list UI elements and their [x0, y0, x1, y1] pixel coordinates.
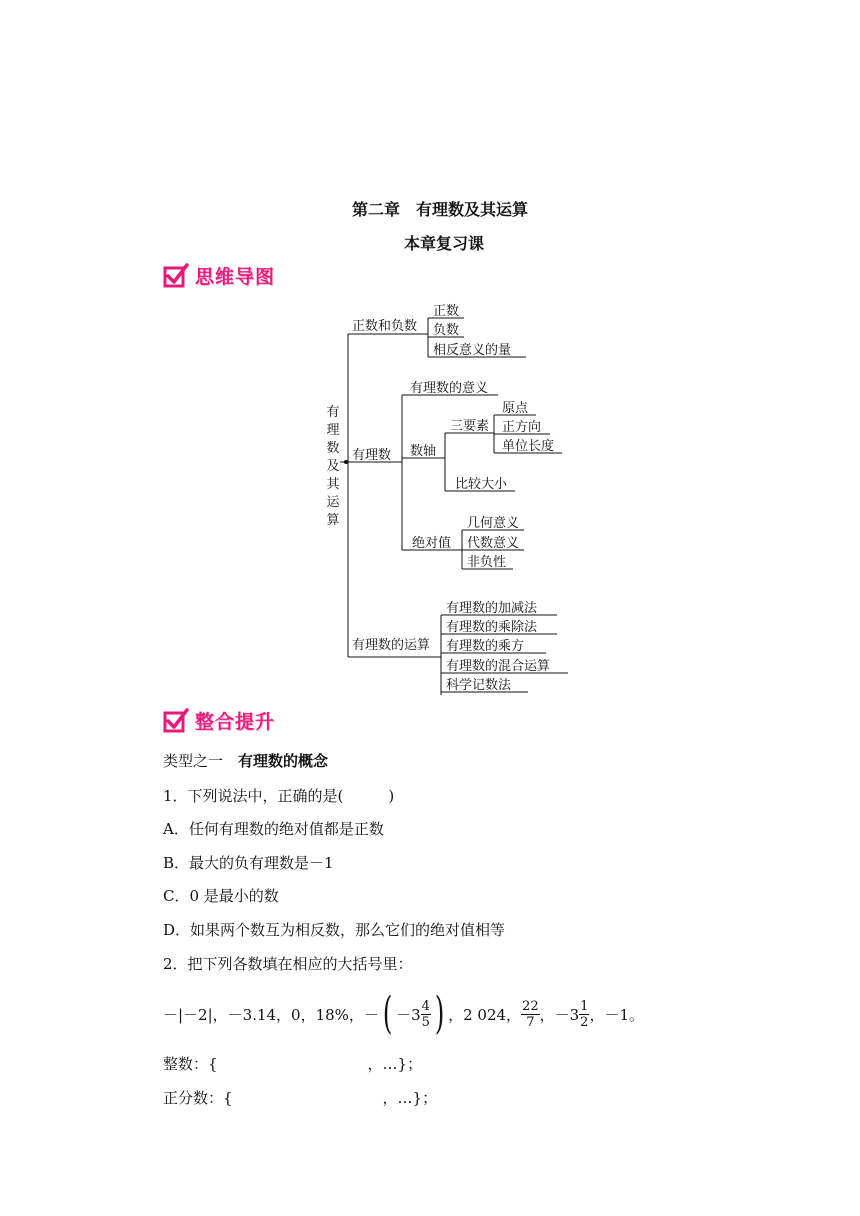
- node-add-sub: 有理数的加减法: [446, 601, 538, 616]
- node-positive: 正数: [433, 304, 460, 319]
- option-d: D．如果两个数互为相反数，那么它们的绝对值相等: [163, 921, 506, 939]
- fill-integers: 整数：{ ，…}；: [163, 1055, 423, 1073]
- number-list: －|－2|，－3.14，0，18%，－ ( －3 $\frac{4}{5}$ ) ，2 024， $\frac{22}{7}$ ，－3 $\frac{1}{2}$ ，－1。: [163, 988, 644, 1039]
- node-mixed: 有理数的混合运算: [446, 659, 551, 674]
- question-1: 1．下列说法中，正确的是( ): [163, 787, 395, 805]
- branch-operations: 有理数的运算: [352, 638, 431, 653]
- section-title: 思维导图: [195, 266, 276, 288]
- node-absolute-value: 绝对值: [412, 536, 452, 551]
- node-three-elements: 三要素: [450, 419, 490, 434]
- paren-right: ): [434, 988, 445, 1039]
- node-positive-direction: 正方向: [502, 420, 542, 435]
- node-sci-notation: 科学记数法: [446, 678, 512, 693]
- chapter-title: 第二章 有理数及其运算: [352, 200, 529, 219]
- branch-pos-neg: 正数和负数: [352, 319, 418, 334]
- paren-left: (: [382, 988, 393, 1039]
- checkbox-icon: [163, 708, 189, 734]
- section-title: 整合提升: [195, 711, 276, 733]
- question-2: 2．把下列各数填在相应的大括号里：: [163, 955, 413, 973]
- fraction: $\frac{22}{7}$: [522, 998, 539, 1030]
- node-negative: 负数: [433, 323, 460, 338]
- node-origin: 原点: [502, 401, 529, 416]
- node-geometric-meaning: 几何意义: [467, 516, 520, 531]
- mind-map-root: 有 理 数 及 其 运 算: [326, 405, 340, 528]
- node-unit-length: 单位长度: [502, 439, 555, 454]
- node-compare: 比较大小: [455, 477, 508, 492]
- node-algebraic-meaning: 代数意义: [467, 536, 520, 551]
- node-opposite-meaning: 相反意义的量: [433, 343, 512, 358]
- node-number-line: 数轴: [410, 444, 437, 459]
- type-heading: 类型之一 有理数的概念: [163, 752, 329, 770]
- node-mul-div: 有理数的乘除法: [446, 620, 538, 635]
- branch-rational: 有理数: [352, 448, 392, 463]
- option-b: B．最大的负有理数是－1: [163, 854, 334, 872]
- lesson-title: 本章复习课: [404, 234, 485, 253]
- node-power: 有理数的乘方: [446, 639, 525, 654]
- option-c: C．0 是最小的数: [163, 887, 279, 905]
- fill-positive-fractions: 正分数：{ ，…}；: [163, 1089, 438, 1107]
- fraction: $\frac{4}{5}$: [421, 998, 430, 1030]
- fraction: $\frac{1}{2}$: [580, 998, 589, 1030]
- node-rational-meaning: 有理数的意义: [410, 381, 489, 396]
- option-a: A．任何有理数的绝对值都是正数: [163, 820, 384, 838]
- node-non-negativity: 非负性: [467, 555, 507, 570]
- section-header-integration: [163, 707, 275, 734]
